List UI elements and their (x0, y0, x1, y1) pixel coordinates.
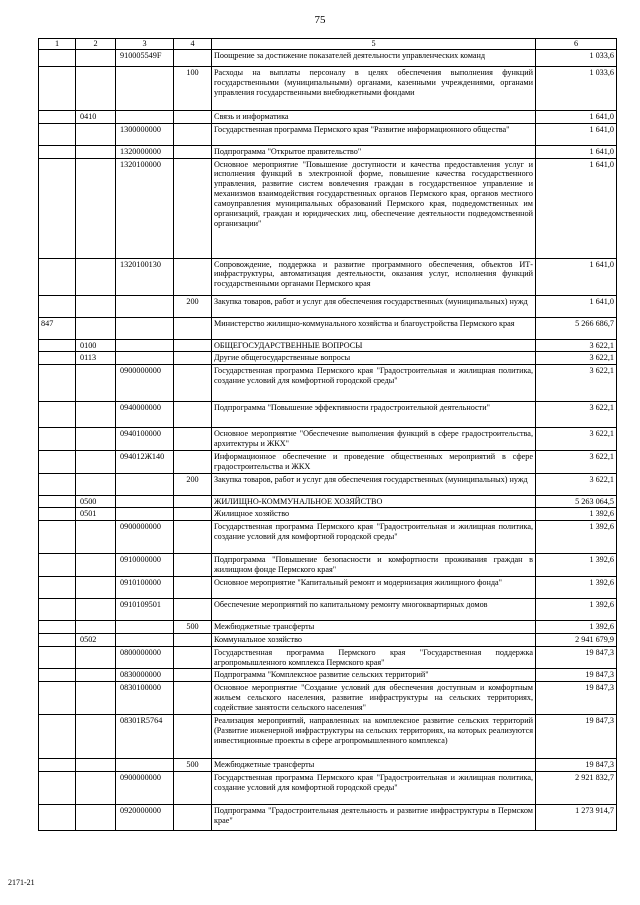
target-article-cell: 910005549F (116, 49, 174, 66)
expense-type-cell (174, 450, 212, 473)
amount-cell: 2 941 679,9 (536, 633, 617, 646)
expense-type-cell (174, 508, 212, 521)
expense-type-cell (174, 145, 212, 158)
section-code-cell (76, 598, 116, 620)
expense-type-cell (174, 669, 212, 682)
table-row (39, 715, 617, 759)
expense-type-cell (174, 598, 212, 620)
description-cell: Подпрограмма "Комплексное развитие сельских территорий" (212, 669, 536, 682)
section-code-cell (76, 759, 116, 772)
expense-type-cell: 500 (174, 759, 212, 772)
header-col-3: 3 (116, 39, 174, 50)
section-code-cell (76, 772, 116, 805)
ministry-code-cell: 847 (39, 317, 76, 339)
section-code-cell (76, 805, 116, 831)
section-code-cell: 0501 (76, 508, 116, 521)
target-article-cell: 1320000000 (116, 145, 174, 158)
table-row (39, 258, 617, 295)
amount-cell: 1 033,6 (536, 66, 617, 110)
table-row (39, 473, 617, 495)
section-code-cell (76, 49, 116, 66)
target-article-cell: 1320100000 (116, 158, 174, 258)
ministry-code-cell (39, 508, 76, 521)
section-code-cell (76, 450, 116, 473)
target-article-cell: 0920000000 (116, 805, 174, 831)
amount-cell: 3 622,1 (536, 402, 617, 428)
ministry-code-cell (39, 123, 76, 145)
expense-type-cell (174, 682, 212, 715)
section-code-cell (76, 554, 116, 577)
expense-type-cell (174, 554, 212, 577)
table-row (39, 365, 617, 402)
header-col-6: 6 (536, 39, 617, 50)
target-article-cell (116, 295, 174, 317)
section-code-cell (76, 576, 116, 598)
target-article-cell (116, 66, 174, 110)
amount-cell: 1 641,0 (536, 295, 617, 317)
description-cell: Подпрограмма "Повышение безопасности и комфортности проживания граждан в жилищном фонде Пермского края" (212, 554, 536, 577)
section-code-cell: 0500 (76, 495, 116, 508)
section-code-cell (76, 123, 116, 145)
table-row (39, 598, 617, 620)
table-row (39, 49, 617, 66)
ministry-code-cell (39, 620, 76, 633)
description-cell: ОБЩЕГОСУДАРСТВЕННЫЕ ВОПРОСЫ (212, 339, 536, 352)
table-row (39, 669, 617, 682)
description-cell: Основное мероприятие "Капитальный ремонт и модернизация жилищного фонда" (212, 576, 536, 598)
description-cell: Межбюджетные трансферты (212, 759, 536, 772)
ministry-code-cell (39, 339, 76, 352)
target-article-cell: 0800000000 (116, 646, 174, 669)
table-row (39, 295, 617, 317)
target-article-cell (116, 759, 174, 772)
table-row (39, 620, 617, 633)
ministry-code-cell (39, 258, 76, 295)
description-cell: ЖИЛИЩНО-КОММУНАЛЬНОЕ ХОЗЯЙСТВО (212, 495, 536, 508)
ministry-code-cell (39, 428, 76, 451)
ministry-code-cell (39, 295, 76, 317)
table-row (39, 317, 617, 339)
description-cell: Министерство жилищно-коммунального хозяйства и благоустройства Пермского края (212, 317, 536, 339)
header-row (39, 39, 617, 50)
description-cell: Государственная программа Пермского края "Градостроительная и жилищная политика, создание условий для комфортной городской среды" (212, 772, 536, 805)
ministry-code-cell (39, 352, 76, 365)
amount-cell: 19 847,3 (536, 682, 617, 715)
section-code-cell: 0113 (76, 352, 116, 365)
description-cell: Подпрограмма "Градостроительная деятельность и развитие инфраструктуры в Пермском крае" (212, 805, 536, 831)
section-code-cell (76, 428, 116, 451)
amount-cell: 1 392,6 (536, 576, 617, 598)
target-article-cell (116, 633, 174, 646)
expense-type-cell (174, 805, 212, 831)
expense-type-cell (174, 110, 212, 123)
ministry-code-cell (39, 646, 76, 669)
section-code-cell (76, 402, 116, 428)
budget-table (38, 38, 617, 831)
ministry-code-cell (39, 669, 76, 682)
table-row (39, 145, 617, 158)
section-code-cell (76, 295, 116, 317)
section-code-cell (76, 473, 116, 495)
description-cell: Связь и информатика (212, 110, 536, 123)
amount-cell: 1 273 914,7 (536, 805, 617, 831)
section-code-cell (76, 258, 116, 295)
description-cell: Реализация мероприятий, направленных на комплексное развитие сельских территорий (Развитие инженерной инфраструктуры на сельских территориях, на которых реализуются инвестиционные проекты в сфере агропромышленного комплекса) (212, 715, 536, 759)
ministry-code-cell (39, 49, 76, 66)
target-article-cell: 1320100130 (116, 258, 174, 295)
description-cell: Закупка товаров, работ и услуг для обеспечения государственных (муниципальных) нужд (212, 473, 536, 495)
amount-cell: 1 392,6 (536, 508, 617, 521)
amount-cell: 19 847,3 (536, 715, 617, 759)
table-row (39, 682, 617, 715)
target-article-cell: 0900000000 (116, 365, 174, 402)
ministry-code-cell (39, 682, 76, 715)
section-code-cell (76, 365, 116, 402)
amount-cell: 1 392,6 (536, 554, 617, 577)
header-col-4: 4 (174, 39, 212, 50)
expense-type-cell (174, 365, 212, 402)
section-code-cell: 0100 (76, 339, 116, 352)
description-cell: Межбюджетные трансферты (212, 620, 536, 633)
section-code-cell (76, 646, 116, 669)
target-article-cell: 0900000000 (116, 521, 174, 554)
target-article-cell (116, 352, 174, 365)
expense-type-cell (174, 633, 212, 646)
ministry-code-cell (39, 715, 76, 759)
description-cell: Основное мероприятие "Повышение доступности и качества предоставления услуг и исполнения функций в электронной форме, повышение качества государственного управления, развитие систем вовлечения граждан в государственное управление и механизмов взаимодействия государственных органов Пермского края, органов местного самоуправления муниципальных образований Пермского края, подведомственных им организаций, граждан и юридических лиц, обеспечение деятельности подведомственной организации" (212, 158, 536, 258)
ministry-code-cell (39, 158, 76, 258)
expense-type-cell (174, 495, 212, 508)
amount-cell: 1 641,0 (536, 258, 617, 295)
ministry-code-cell (39, 450, 76, 473)
amount-cell: 3 622,1 (536, 428, 617, 451)
amount-cell: 3 622,1 (536, 339, 617, 352)
table-row (39, 554, 617, 577)
target-article-cell: 0940000000 (116, 402, 174, 428)
amount-cell: 3 622,1 (536, 352, 617, 365)
target-article-cell: 08301R5764 (116, 715, 174, 759)
expense-type-cell: 200 (174, 473, 212, 495)
ministry-code-cell (39, 521, 76, 554)
amount-cell: 3 622,1 (536, 450, 617, 473)
table-row (39, 805, 617, 831)
table-row (39, 428, 617, 451)
table-row (39, 66, 617, 110)
target-article-cell: 0830000000 (116, 669, 174, 682)
section-code-cell (76, 620, 116, 633)
description-cell: Обеспечение мероприятий по капитальному ремонту многоквартирных домов (212, 598, 536, 620)
target-article-cell (116, 317, 174, 339)
expense-type-cell (174, 646, 212, 669)
ministry-code-cell (39, 633, 76, 646)
table-row (39, 633, 617, 646)
description-cell: Жилищное хозяйство (212, 508, 536, 521)
description-cell: Государственная программа Пермского края "Градостроительная и жилищная политика, создание условий для комфортной городской среды" (212, 521, 536, 554)
target-article-cell (116, 473, 174, 495)
ministry-code-cell (39, 805, 76, 831)
expense-type-cell (174, 339, 212, 352)
target-article-cell: 1300000000 (116, 123, 174, 145)
target-article-cell: 0910109501 (116, 598, 174, 620)
table-row (39, 576, 617, 598)
expense-type-cell: 200 (174, 295, 212, 317)
expense-type-cell (174, 158, 212, 258)
ministry-code-cell (39, 473, 76, 495)
amount-cell: 5 266 686,7 (536, 317, 617, 339)
ministry-code-cell (39, 110, 76, 123)
amount-cell: 19 847,3 (536, 646, 617, 669)
description-cell: Основное мероприятие "Создание условий для обеспечения доступным и комфортным жильем сельского населения, развитие инфраструктуры на сельских территориях, содействие занятости сельского населения" (212, 682, 536, 715)
amount-cell: 2 921 832,7 (536, 772, 617, 805)
expense-type-cell (174, 402, 212, 428)
description-cell: Информационное обеспечение и проведение общественных мероприятий в сфере градостроительства и ЖКХ (212, 450, 536, 473)
section-code-cell: 0502 (76, 633, 116, 646)
table-row (39, 110, 617, 123)
amount-cell: 1 641,0 (536, 123, 617, 145)
expense-type-cell (174, 428, 212, 451)
description-cell: Государственная программа Пермского края "Государственная поддержка агропромышленного комплекса Пермского края" (212, 646, 536, 669)
expense-type-cell (174, 521, 212, 554)
description-cell: Подпрограмма "Открытое правительство" (212, 145, 536, 158)
target-article-cell: 094012Ж140 (116, 450, 174, 473)
amount-cell: 1 392,6 (536, 521, 617, 554)
target-article-cell (116, 495, 174, 508)
expense-type-cell: 100 (174, 66, 212, 110)
description-cell: Закупка товаров, работ и услуг для обеспечения государственных (муниципальных) нужд (212, 295, 536, 317)
description-cell: Расходы на выплаты персоналу в целях обеспечения выполнения функций государственными (муниципальными) органами, казенными учреждениями, органами управления государственными внебюджетными фондами (212, 66, 536, 110)
table-row (39, 158, 617, 258)
ministry-code-cell (39, 759, 76, 772)
section-code-cell (76, 145, 116, 158)
ministry-code-cell (39, 66, 76, 110)
amount-cell: 1 641,0 (536, 145, 617, 158)
amount-cell: 1 392,6 (536, 620, 617, 633)
table-row (39, 402, 617, 428)
amount-cell: 1 033,6 (536, 49, 617, 66)
target-article-cell: 0910000000 (116, 554, 174, 577)
target-article-cell: 0900000000 (116, 772, 174, 805)
table-row (39, 521, 617, 554)
amount-cell: 19 847,3 (536, 669, 617, 682)
page-number: 75 (314, 14, 326, 26)
table-row (39, 495, 617, 508)
table-body (39, 49, 617, 830)
expense-type-cell (174, 772, 212, 805)
footer-code: 2171-21 (8, 878, 35, 887)
table-row (39, 339, 617, 352)
ministry-code-cell (39, 554, 76, 577)
amount-cell: 1 641,0 (536, 158, 617, 258)
ministry-code-cell (39, 402, 76, 428)
header-col-2: 2 (76, 39, 116, 50)
description-cell: Коммунальное хозяйство (212, 633, 536, 646)
amount-cell: 1 392,6 (536, 598, 617, 620)
description-cell: Поощрение за достижение показателей деятельности управленческих команд (212, 49, 536, 66)
description-cell: Сопровождение, поддержка и развитие программного обеспечения, объектов ИТ-инфраструктуры, автоматизация деятельности, оказания услуг, исполнения функций государственными органами Пермского края (212, 258, 536, 295)
section-code-cell (76, 682, 116, 715)
target-article-cell: 0910100000 (116, 576, 174, 598)
section-code-cell: 0410 (76, 110, 116, 123)
expense-type-cell (174, 576, 212, 598)
ministry-code-cell (39, 576, 76, 598)
table-row (39, 352, 617, 365)
section-code-cell (76, 66, 116, 110)
description-cell: Государственная программа Пермского края "Развитие информационного общества" (212, 123, 536, 145)
target-article-cell: 0940100000 (116, 428, 174, 451)
amount-cell: 1 641,0 (536, 110, 617, 123)
section-code-cell (76, 669, 116, 682)
description-cell: Основное мероприятие "Обеспечение выполнения функций в сфере градостроительства, архитектуры и ЖКХ" (212, 428, 536, 451)
section-code-cell (76, 521, 116, 554)
target-article-cell (116, 620, 174, 633)
ministry-code-cell (39, 495, 76, 508)
expense-type-cell (174, 317, 212, 339)
amount-cell: 3 622,1 (536, 473, 617, 495)
ministry-code-cell (39, 365, 76, 402)
expense-type-cell: 500 (174, 620, 212, 633)
expense-type-cell (174, 352, 212, 365)
table-row (39, 759, 617, 772)
target-article-cell (116, 110, 174, 123)
target-article-cell: 0830100000 (116, 682, 174, 715)
description-cell: Государственная программа Пермского края "Градостроительная и жилищная политика, создание условий для комфортной городской среды" (212, 365, 536, 402)
table-row (39, 772, 617, 805)
target-article-cell (116, 508, 174, 521)
target-article-cell (116, 339, 174, 352)
expense-type-cell (174, 123, 212, 145)
expense-type-cell (174, 49, 212, 66)
expense-type-cell (174, 715, 212, 759)
ministry-code-cell (39, 598, 76, 620)
ministry-code-cell (39, 772, 76, 805)
description-cell: Подпрограмма "Повышение эффективности градостроительной деятельности" (212, 402, 536, 428)
table-row (39, 508, 617, 521)
description-cell: Другие общегосударственные вопросы (212, 352, 536, 365)
table-row (39, 646, 617, 669)
section-code-cell (76, 715, 116, 759)
table-row (39, 450, 617, 473)
ministry-code-cell (39, 145, 76, 158)
header-col-1: 1 (39, 39, 76, 50)
amount-cell: 3 622,1 (536, 365, 617, 402)
amount-cell: 19 847,3 (536, 759, 617, 772)
section-code-cell (76, 158, 116, 258)
section-code-cell (76, 317, 116, 339)
expense-type-cell (174, 258, 212, 295)
amount-cell: 5 263 064,5 (536, 495, 617, 508)
table-row (39, 123, 617, 145)
header-col-5: 5 (212, 39, 536, 50)
